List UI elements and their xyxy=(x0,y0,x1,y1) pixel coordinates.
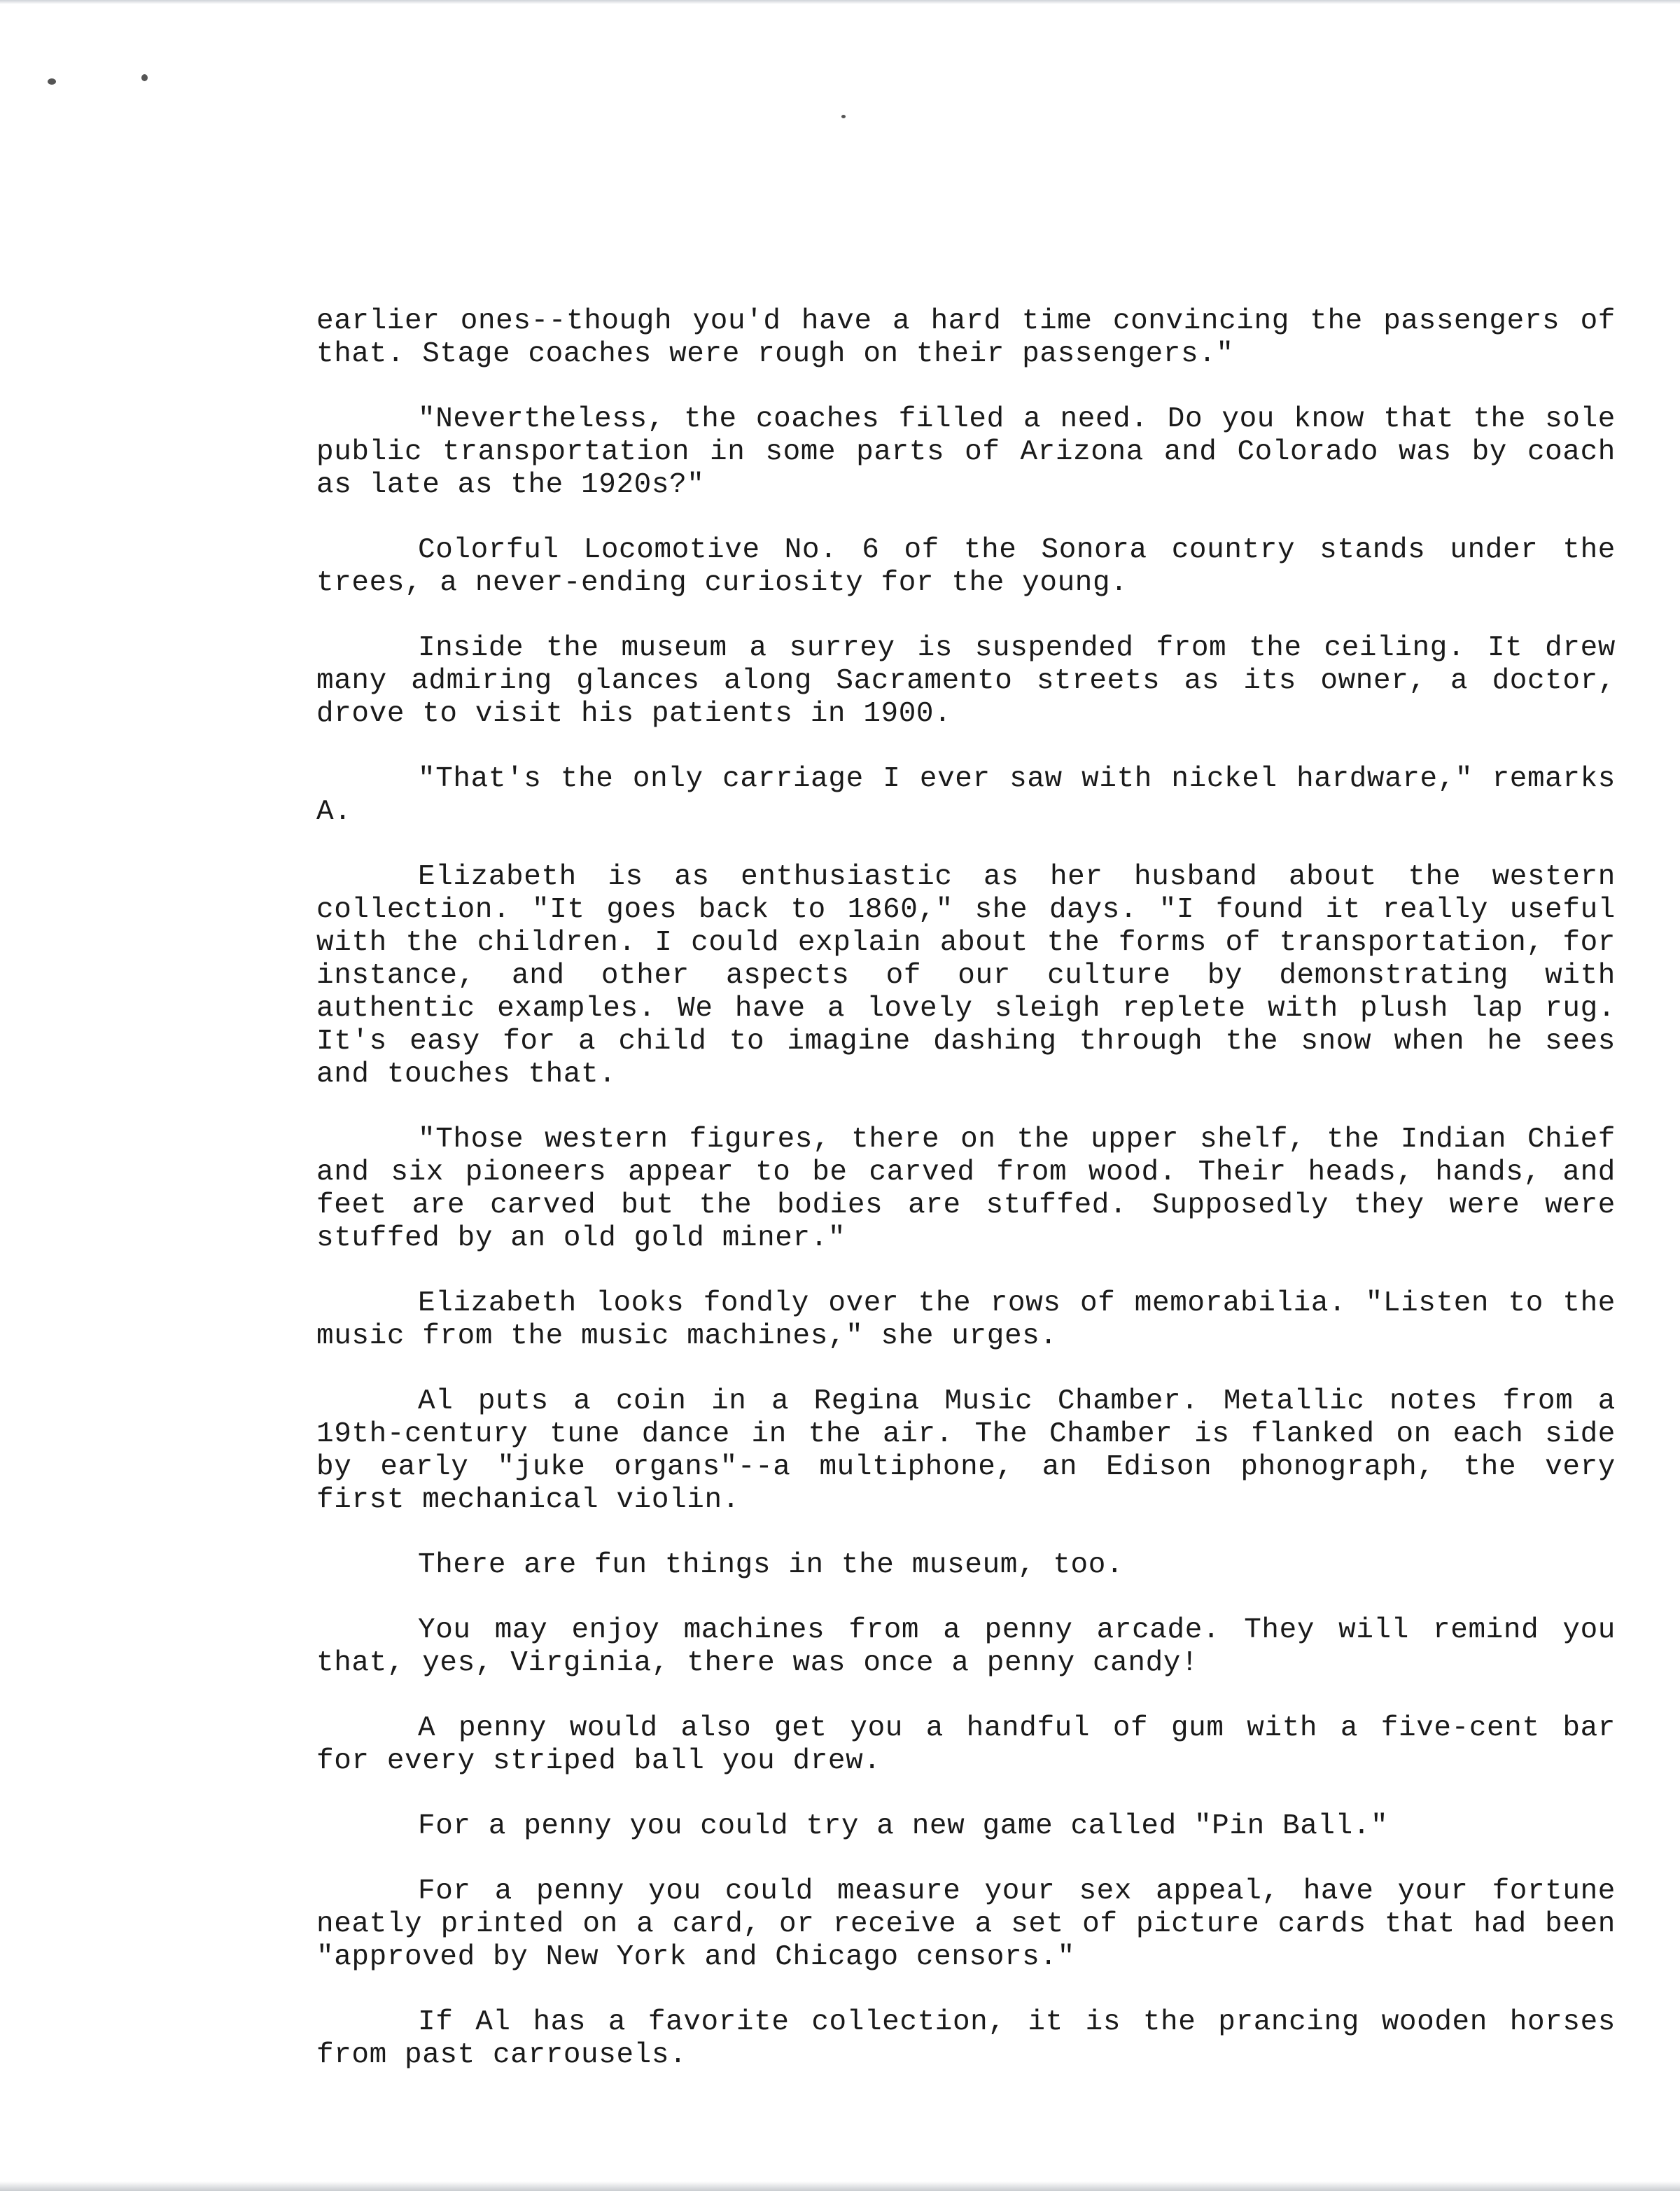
paragraph: For a penny you could measure your sex appeal, have your fortune neatly printed on a card, or receive a set of picture cards that had been "approved by New York and Chicago censors." xyxy=(316,1875,1616,1973)
scan-speck xyxy=(141,74,148,81)
paragraph: earlier ones--though you'd have a hard time convincing the passengers of that. Stage coaches were rough on their passengers." xyxy=(316,305,1616,370)
paragraph: Elizabeth looks fondly over the rows of memorabilia. "Listen to the music from the music machines," she urges. xyxy=(316,1287,1616,1352)
paragraph: You may enjoy machines from a penny arcade. They will remind you that, yes, Virginia, there was once a penny candy! xyxy=(316,1614,1616,1679)
paragraph: "Those western figures, there on the upper shelf, the Indian Chief and six pioneers appear to be carved from wood. Their heads, hands, and feet are carved but the bodies are stuffed. Supposedly they were were stuffed by an old gold miner." xyxy=(316,1124,1616,1254)
paragraph: Al puts a coin in a Regina Music Chamber. Metallic notes from a 19th-century tune dance in the air. The Chamber is flanked on each side by early "juke organs"--a multiphone, an Edison phonograph, the very first mechanical violin. xyxy=(316,1385,1616,1516)
paragraph: A penny would also get you a handful of gum with a five-cent bar for every striped ball you drew. xyxy=(316,1712,1616,1777)
paragraph: "That's the only carriage I ever saw with nickel hardware," remarks A. xyxy=(316,763,1616,828)
document-body xyxy=(316,305,1616,2104)
scan-bottom-edge xyxy=(0,2181,1680,2191)
paragraph: If Al has a favorite collection, it is the prancing wooden horses from past carrousels. xyxy=(316,2006,1616,2071)
paragraph: Elizabeth is as enthusiastic as her husband about the western collection. "It goes back to 1860," she days. "I found it really useful with the children. I could explain about the forms of transportation, for instance, and other aspects of our culture by demonstrating with authentic examples. We have a lovely sleigh replete with plush lap rug. It's easy for a child to imagine dashing through the snow when he sees and touches that. xyxy=(316,861,1616,1091)
paragraph: "Nevertheless, the coaches filled a need. Do you know that the sole public transportation in some parts of Arizona and Colorado was by coach as late as the 1920s?" xyxy=(316,403,1616,501)
paragraph: Colorful Locomotive No. 6 of the Sonora country stands under the trees, a never-ending curiosity for the young. xyxy=(316,534,1616,599)
paragraph: For a penny you could try a new game called "Pin Ball." xyxy=(418,1810,1389,1842)
scan-speck xyxy=(48,78,56,85)
scan-top-edge xyxy=(0,0,1680,4)
scan-speck xyxy=(841,115,846,118)
paragraph: There are fun things in the museum, too. xyxy=(418,1549,1124,1581)
paragraph: Inside the museum a surrey is suspended from the ceiling. It drew many admiring glances along Sacramento streets as its owner, a doctor, drove to visit his patients in 1900. xyxy=(316,632,1616,730)
